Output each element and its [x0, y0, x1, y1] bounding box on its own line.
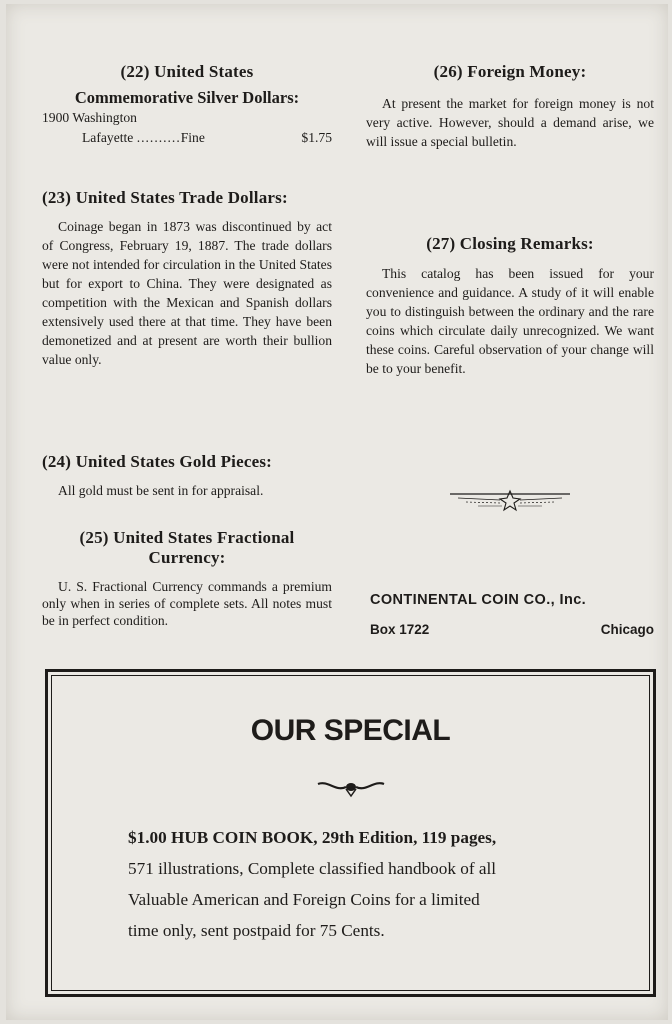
section-22-subheading: Commemorative Silver Dollars: — [74, 88, 300, 107]
special-offer-box — [45, 669, 656, 997]
section-25-heading: (25) United States Fractional Currency: — [79, 528, 295, 567]
grade: Fine — [180, 130, 205, 145]
section-23 — [42, 188, 332, 369]
price-row — [42, 128, 332, 148]
scroll-ornament-icon — [316, 776, 386, 798]
company-name: CONTINENTAL COIN CO., Inc. — [370, 592, 587, 608]
special-description — [128, 822, 588, 946]
section-27-heading: (27) Closing Remarks: — [426, 234, 594, 253]
special-line-4: time only, sent postpaid for 75 Cents. — [128, 921, 385, 940]
section-26-heading: (26) Foreign Money: — [433, 62, 587, 81]
section-27-body: This catalog has been issued for your convenience and guidance. A study of it will enable you to distinguish between the ordinary and the rare coins which circulate daily unrecognized. We want these coins. Careful observation of your change will be to your benefit. — [366, 266, 654, 376]
star-burst-ornament-icon — [448, 488, 572, 512]
special-line-1: $1.00 HUB COIN BOOK, 29th Edition, 119 pages, — [128, 828, 497, 847]
section-27 — [366, 234, 654, 378]
section-22-line: 1900 Washington — [42, 110, 137, 125]
po-box: Box 1722 — [370, 622, 430, 637]
section-24-body: All gold must be sent in for appraisal. — [58, 483, 264, 498]
item-name: Lafayette — [82, 130, 134, 145]
section-25-body: U. S. Fractional Currency commands a premium only when in series of complete sets. All notes must be in perfect condition. — [42, 579, 332, 628]
section-25 — [42, 528, 332, 629]
section-24-heading: (24) United States Gold Pieces: — [42, 452, 272, 471]
price: $1.75 — [301, 130, 332, 145]
section-22 — [42, 62, 332, 148]
section-26-body: At present the market for foreign money is not very active. However, should a demand arise, we will issue a special bulletin. — [366, 96, 654, 149]
section-24 — [42, 452, 332, 500]
company-address — [370, 622, 654, 637]
leader-dots: .......... — [136, 130, 181, 145]
section-23-body: Coinage began in 1873 was discontinued by act of Congress, February 19, 1887. The trade dollars were not intended for circulation in the United States but for export to China. They were designated as competition with the Mexican and Spanish dollars extensively used there at that time. They have been demonetized and at present are worth their bullion value only. — [42, 219, 332, 367]
special-line-2: 571 illustrations, Complete classified handbook of all — [128, 859, 497, 878]
special-line-3: Valuable American and Foreign Coins for a limited — [128, 890, 480, 909]
section-26 — [366, 62, 654, 151]
special-title: OUR SPECIAL — [250, 714, 451, 747]
section-23-heading: (23) United States Trade Dollars: — [42, 188, 288, 207]
section-22-heading: (22) United States — [120, 62, 254, 81]
city: Chicago — [600, 622, 654, 637]
catalog-page — [6, 4, 668, 1020]
